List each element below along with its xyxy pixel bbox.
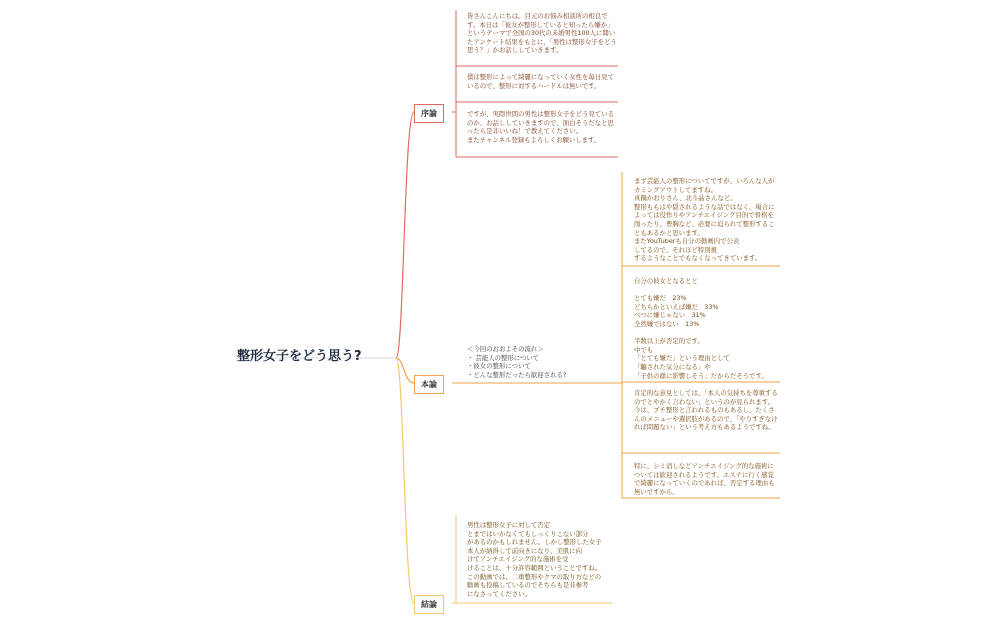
body-note-antiaging[interactable]: 特に、シミ消しなどアンチエイジング的な施術については歓迎されるようです。エステに行く感覚で綺麗になっていくのであれば、否定する理由も無いですから。 bbox=[634, 462, 775, 496]
body-flow-note[interactable]: ＜今回のおおよその流れ＞ ・ 芸能人の整形について ・彼女の整形について ・どんな整形だったら歓迎される? bbox=[467, 345, 567, 379]
branch-conclusion-label: 結論 bbox=[421, 600, 437, 609]
conclusion-note[interactable]: 男性は整形女子に対して否定 とまではいかなくてもしっくりこない部分 があるのかもしれません。しかし整形した女子 本人が納得して前向きになり、美肌に向 けてアンチエイジング的な施術を受 けることは、十分許容範囲ということですね。 この動画では、二重整形やクマの取り方などの 動画も投稿しているのでそちらも是非参考 になさってください。 bbox=[467, 521, 602, 598]
body-note-survey[interactable]: 自分の彼女となるとと とても嫌だ 23% どちらかといえば嫌だ 33% べつに嫌じゃない 31% 全然嫌ではない 13% 半数以上が否定的です。 中でも 「とても嫌だ」という理由として 「騙された気分になる」や 「子供の顔に影響しそう」だからだそうです。 bbox=[634, 277, 768, 380]
intro-note-1[interactable]: 皆さんこんにちは。目元のお悩み相談所の相良です。本日は「彼女が整形していると知ったら嫌か」というテーマで全国の30代の未婚男性100人に聞いたアンケート結果をもとに、「男性は整形女子をどう思う？」かお話ししていきます。 bbox=[467, 12, 617, 55]
branch-intro-label: 序論 bbox=[421, 109, 437, 118]
intro-note-2[interactable]: 僕は整形によって綺麗になっていく女性を毎日見ているので、整形に対するハードルは無いです。 bbox=[467, 73, 614, 90]
body-note-positive[interactable]: 肯定的な意見としては、「本人の気持ちを尊重するのでとやかく言わない」というのが見られます。 今は、プチ整形と言われるものもあるし、たくさんのメニューや選択肢があるので、「やりすぎなければ問題ない」という考え方もあるようですね。 bbox=[634, 389, 778, 432]
branch-intro[interactable] bbox=[414, 104, 444, 123]
body-note-celebrities[interactable]: まず芸能人の整形についてですが、いろんな人がカミングアウトしてますね。 真鍋かおりさん、北斗晶さんなど。 整形ももはや隠されるような話ではなく、場合によっては役作りやアンチエイジング目的で骨格を削ったり、豊胸など、必要に迫られて整形することもあるかと思います。 またYouTuberも自分の動画内で公表 してるので、それほど特別視 するようなことでもなくなってきています。 bbox=[634, 177, 775, 263]
branch-body[interactable] bbox=[414, 375, 444, 394]
intro-note-3[interactable]: ですが、実際世間の男性は整形女子をどう見ているのか、お話ししていきますので、面白そうだなと思ったら是非いいね！で教えてください。 またチャンネル登録もよろしくお願いします。 bbox=[467, 110, 614, 144]
branch-body-label: 本論 bbox=[421, 380, 437, 389]
root-topic[interactable]: 整形女子をどう思う? bbox=[237, 349, 362, 364]
branch-conclusion[interactable] bbox=[414, 595, 444, 614]
